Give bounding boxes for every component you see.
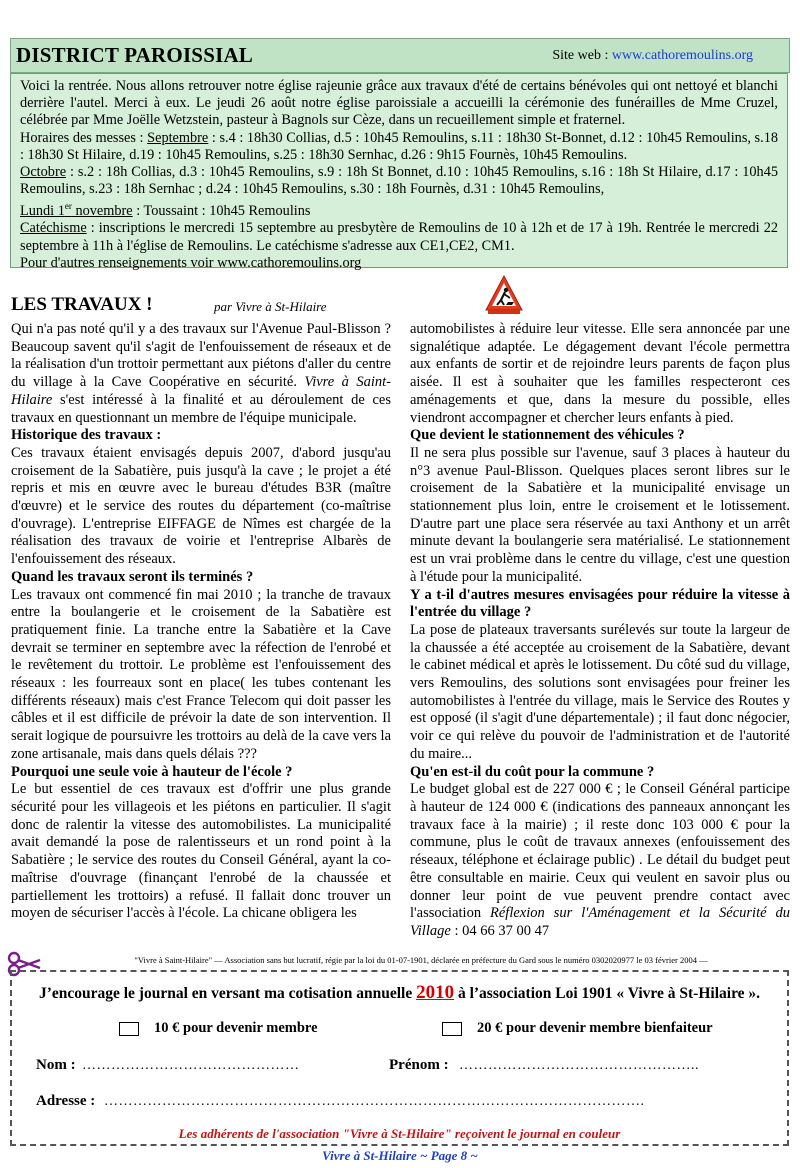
section-header — [10, 38, 790, 73]
mass-schedule-november: Lundi 1er novembre : Toussaint : 10h45 Remoulins — [20, 201, 311, 220]
article-paragraph: Qui n'a pas noté qu'il y a des travaux sur l'Avenue Paul-Blisson ? Beaucoup savent qu'il s'agit de l'enfouissement de réseaux et de la réalisation d'un trottoir permettant aux piétons d'aller du centre du village à la Cave Coopérative en sécurité. Vivre à Saint-Hilaire s'est intéressé à la finalité et au déroulement de ces travaux en questionnant un membre de l'équipe municipale. — [11, 321, 391, 426]
form-heading: J’encourage le journal en versant ma cotisation annuelle 2010 à l’association Loi 1901 « Vivre à St-Hilaire ». — [38, 982, 761, 1003]
nom-field[interactable]: ……………………………………… — [82, 1058, 300, 1073]
roadwork-sign-icon — [484, 274, 524, 316]
nom-label: Nom : — [36, 1057, 76, 1073]
legal-notice: "Vivre à Saint-Hilaire" — Association sans but lucratif, régie par la loi du 01-07-1901, déclarée en préfecture du Gard sous le numéro 0302020977 le 03 février 2004 — — [42, 955, 800, 965]
article-paragraph: Les travaux ont commencé fin mai 2010 ; la tranche de travaux entre la boulangerie et le croisement de la Sabatière est pratiquement finie. La tranche entre la Sabatière et la Cave devrait se terminer en septembre avec la réfection de l'enrobé et le revêtement du trottoir. Le problème est l'enfouissement des réseaux : les fourreaux sont en place( les tubes contenant les différents réseaux) mais c'est France Telecom qui doit passer les câbles et il est difficile de prévoir la date de son intervention. Il serait logique de poursuivre les trottoirs au delà de la cave vers la zone artisanale, mais dans quels délais ??? — [11, 586, 391, 762]
checkbox-benefactor[interactable] — [442, 1022, 462, 1036]
article-paragraph: automobilistes à réduire leur vitesse. Elle sera annoncée par une signalétique adaptée. Le dégagement devant l'école permettra aux enfants de sortir et de rejoindre leurs parents de façon plus aisée. Il est à souhaiter que les familles respecteront ces aménagements et que, dans la mesure du possible, elles viendront accompagner et chercher leurs enfants à pied. — [410, 321, 790, 426]
form-note: Les adhérents de l'association "Vivre à St-Hilaire" reçoivent le journal en couleur — [178, 1126, 621, 1141]
article-paragraph: La pose de plateaux traversants surélevés sur toute la largeur de la chaussée a été acceptée au croisement de la Sabatière, devant le cabinet médical et après le lotissement. Du côté sud du village, vers Remoulins, des solutions sont envisagées pour freiner les automobilistes à l'entrée du village, mais le Service des Routes y est opposé (il s'agit d'une départementale) ; il faut donc négocier, voir ce qui relève du pouvoir de l'administration et de l'autorité du maire... — [410, 621, 790, 762]
option-member-label: 10 € pour devenir membre — [154, 1020, 318, 1036]
adresse-label: Adresse : — [36, 1093, 96, 1109]
prenom-label: Prénom : — [389, 1057, 449, 1073]
website-line — [552, 48, 753, 64]
mass-schedule-october: Octobre : s.2 : 18h Collias, d.3 : 10h45 Remoulins, s.9 : 18h St Bonnet, d.10 : 10h45 Remoulins, s.16 : 18h St Hilaire, d.17 : 10h45 Remoulins, s.23 : 18h Sernhac ; d.24 : 10h45 Remoulins, s.30 : 18h Fournès, d.31 : 10h45 Remoulins, — [20, 164, 778, 198]
adresse-field[interactable]: …………………………………………………………………………………………………. — [104, 1094, 645, 1109]
article-column-2 — [410, 321, 790, 941]
more-info: Pour d'autres renseignements voir www.cathoremoulins.org — [20, 254, 362, 271]
option-benefactor-label: 20 € pour devenir membre bienfaiteur — [477, 1020, 713, 1036]
subheading: Qu'en est-il du coût pour la commune ? — [410, 763, 655, 780]
subheading: Pourquoi une seule voie à hauteur de l'école ? — [11, 763, 293, 780]
article-title: LES TRAVAUX ! — [11, 294, 153, 315]
website-link[interactable]: www.cathoremoulins.org — [611, 48, 753, 63]
article-paragraph: Le but essentiel de ces travaux est d'offrir une plus grande sécurité pour les villageois et les piétons en particulier. Il s'agit donc de ralentir la vitesse des automobilistes. La municipalité avait demandé la pose de ralentisseurs et un rond point à la Sabatière ; le service des routes du Conseil Général, ayant la co-maîtrise d'ouvrage (finançant l'enrobé de la chaussée et partiellement les trottoirs) a refusé. Il fallait donc trouver un moyen de sécuriser l'accès à l'école. La chicane obligera les — [11, 781, 391, 922]
article-paragraph: Ces travaux étaient envisagés depuis 2007, d'abord jusqu'au croisement de la Sabatière, puis jusqu'à la cave ; le projet a été repris et mis en œuvre avec le bureau d'études B3R (maître d'œuvre) et le service des routes du département (co-maîtrise d'ouvrage). L'entreprise EIFFAGE de Nîmes est chargée de la réalisation des travaux de voirie et l'entreprise Albarès de l'enfouissement des réseaux. — [11, 444, 391, 568]
website-label: Site web : — [552, 48, 609, 63]
article-byline: par Vivre à St-Hilaire — [214, 299, 327, 314]
form-year: 2010 — [416, 982, 455, 1003]
prenom-field[interactable]: ………………………………………….. — [459, 1058, 699, 1073]
parish-info-box — [10, 73, 788, 271]
mass-schedule-september: Horaires des messes : Septembre : s.4 : 18h30 Collias, d.5 : 10h45 Remoulins, s.11 : 18h30 St-Bonnet, d.12 : 10h45 Remoulins, s.18 : 18h30 St Hilaire, d.19 : 10h45 Remoulins, s.25 : 18h30 Sernhac, d.26 : 9h15 Fournès, 10h45 Remoulins. — [20, 129, 778, 163]
subheading: Que devient le stationnement des véhicules ? — [410, 427, 685, 444]
article-column-1 — [11, 321, 391, 923]
subheading: Y a t-il d'autres mesures envisagées pour réduire la vitesse à l'entrée du village ? — [410, 586, 790, 621]
catechism-info: Catéchisme : inscriptions le mercredi 15 septembre au presbytère de Remoulins de 10 à 12h et de 17 à 19h. Rentrée le mercredi 22 septembre à 11h à l'église de Remoulins. Le catéchisme s'adresse aux CE1,CE2, CM1. — [20, 220, 778, 254]
checkbox-member[interactable] — [119, 1022, 139, 1036]
article-paragraph: Il ne sera plus possible sur l'avenue, sauf 3 places à hauteur du n°3 avenue Paul-Blisson. Quelques places seront libres sur le croisement de la Sabatière et la municipalité envisage un stationnement plus loin, entre le croisement et le lotissement. D'autre part une place sera réservée au taxi Anthony et un arrêt minute devant la boulangerie sera matérialisé. Le stationnement est un vrai problème dans le centre du village, c'est une question à l'étude pour la municipalité. — [410, 444, 790, 585]
page-footer: Vivre à St-Hilaire ~ Page 8 ~ — [322, 1148, 478, 1163]
section-title: DISTRICT PAROISSIAL — [16, 43, 254, 67]
membership-form — [10, 970, 789, 1146]
subheading: Historique des travaux : — [11, 427, 162, 444]
article-paragraph: Le budget global est de 227 000 € ; le Conseil Général participe à hauteur de 124 000 € (indications des panneaux annonçant les travaux face à la mairie) ; il reste donc 103 000 € pour la commune, plus le coût de travaux annexes (enfouissement des réseaux, téléphone et éclairage public) . Le détail du budget peut être consultable en mairie. Ceux qui veulent en savoir plus ou donner leur point de vue peuvent prendre contact avec l'association Réflexion sur l'Aménagement et la Sécurité du Village : 04 66 37 00 47 — [410, 781, 790, 939]
subheading: Quand les travaux seront ils terminés ? — [11, 568, 254, 585]
parish-intro: Voici la rentrée. Nous allons retrouver notre église rajeunie grâce aux travaux d'été de certains bénévoles qui ont nettoyé et blanchi derrière l'autel. Merci à eux. Le jeudi 26 août notre église paroissiale a accueilli la cérémonie des funérailles de Mme Cruzel, célébrée par Mme Joëlle Wetzstein, pasteur à Bagnols sur Cèze, dans un recueillement simple et fraternel. — [20, 78, 778, 129]
